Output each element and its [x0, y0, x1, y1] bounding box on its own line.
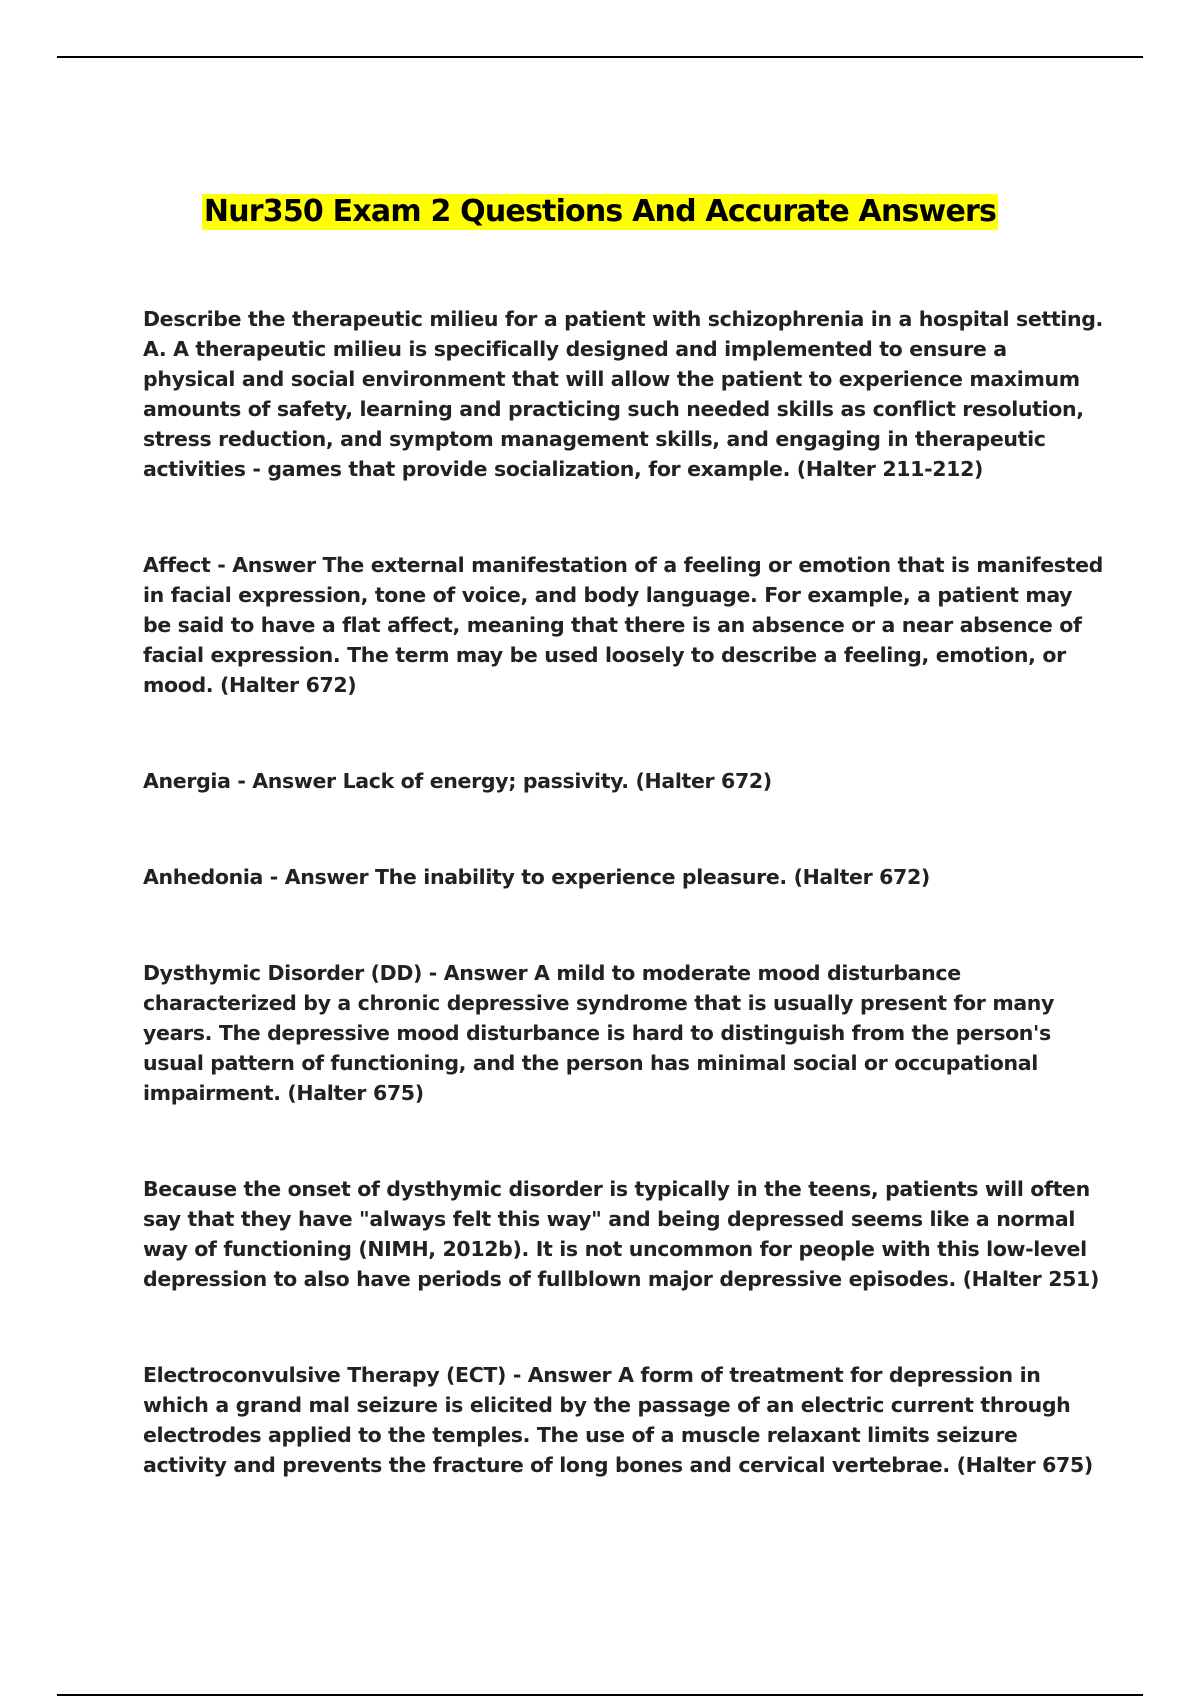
- qa-entry-ect: Electroconvulsive Therapy (ECT) - Answer A form of treatment for depression in which a grand mal seizure is elicited by the passage of an electric current through electrodes applied to the temples. The use of a muscle relaxant limits seizure activity and prevents the fracture of long bones and cervical vertebrae. (Halter 675): [143, 1363, 1093, 1477]
- qa-entry-anhedonia: Anhedonia - Answer The inability to experience pleasure. (Halter 672): [143, 865, 930, 889]
- qa-entry-dysthymic-disorder: Dysthymic Disorder (DD) - Answer A mild to moderate mood disturbance characterized by a chronic depressive syndrome that is usually present for many years. The depressive mood disturbance is hard to distinguish from the person's usual pattern of functioning, and the person has minimal social or occupational impairment. (Halter 675): [143, 961, 1055, 1105]
- bottom-divider: [57, 1694, 1143, 1696]
- top-divider: [57, 56, 1143, 58]
- qa-entry-affect: Affect - Answer The external manifestation of a feeling or emotion that is manifested in facial expression, tone of voice, and body language. For example, a patient may be said to have a flat affect, meaning that there is an absence or a near absence of facial expression. The term may be used loosely to describe a feeling, emotion, or mood. (Halter 672): [143, 553, 1103, 697]
- title-container: [0, 194, 1200, 230]
- qa-entry-therapeutic-milieu: Describe the therapeutic milieu for a patient with schizophrenia in a hospital setting. A. A therapeutic milieu is specifically designed and implemented to ensure a physical and social environment that will allow the patient to experience maximum amounts of safety, learning and practicing such needed skills as conflict resolution, stress reduction, and symptom management skills, and engaging in therapeutic activities - games that provide socialization, for example. (Halter 211-212): [143, 307, 1103, 481]
- qa-entry-anergia: Anergia - Answer Lack of energy; passivity. (Halter 672): [143, 769, 772, 793]
- document-body: [143, 304, 1103, 1546]
- qa-entry-dysthymic-onset: Because the onset of dysthymic disorder is typically in the teens, patients will often say that they have "always felt this way" and being depressed seems like a normal way of functioning (NIMH, 2012b). It is not uncommon for people with this low-level depression to also have periods of fullblown major depressive episodes. (Halter 251): [143, 1177, 1099, 1291]
- document-title: Nur350 Exam 2 Questions And Accurate Answers: [203, 194, 997, 229]
